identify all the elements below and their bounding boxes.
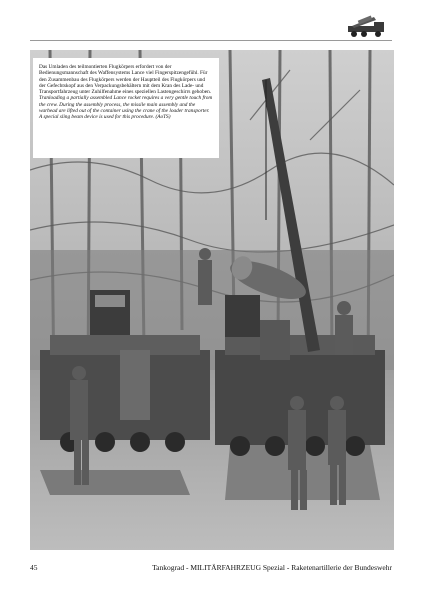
caption-german: Das Umladen des teilmontierten Flugkörpers erfordert von der Bedienungsmannschaft des Waffensystems Lance viel Fingerspitzengefühl. Für den Zusammenbau des Flugkörpers werden der Hauptteil des Flugkörpers und der Gefechtskopf aus den Verpackungsbehältern mit dem Kran des Lade- und Transportfahrzeug unter Zuhilfenahme eines speziellen Lastengeschirrs gehoben. (39, 64, 212, 96)
photo-caption (33, 58, 219, 158)
page-number: 45 (30, 563, 38, 572)
footer-publication-title: Tankograd - MILITÄRFAHRZEUG Spezial - Raketenartillerie der Bundeswehr (152, 563, 392, 572)
header-rule (30, 40, 392, 41)
caption-english: Tranloading a partially assembled Lance rocket requires a very gentle touch from the crew. During the assembly process, the missile main assembly and the warhead are lifted out of the container using the crane of the loader transporter. A special sling beam device is used for this procedure. (AoTS) (39, 95, 213, 121)
rocket-launcher-truck-logo-icon (344, 14, 392, 38)
